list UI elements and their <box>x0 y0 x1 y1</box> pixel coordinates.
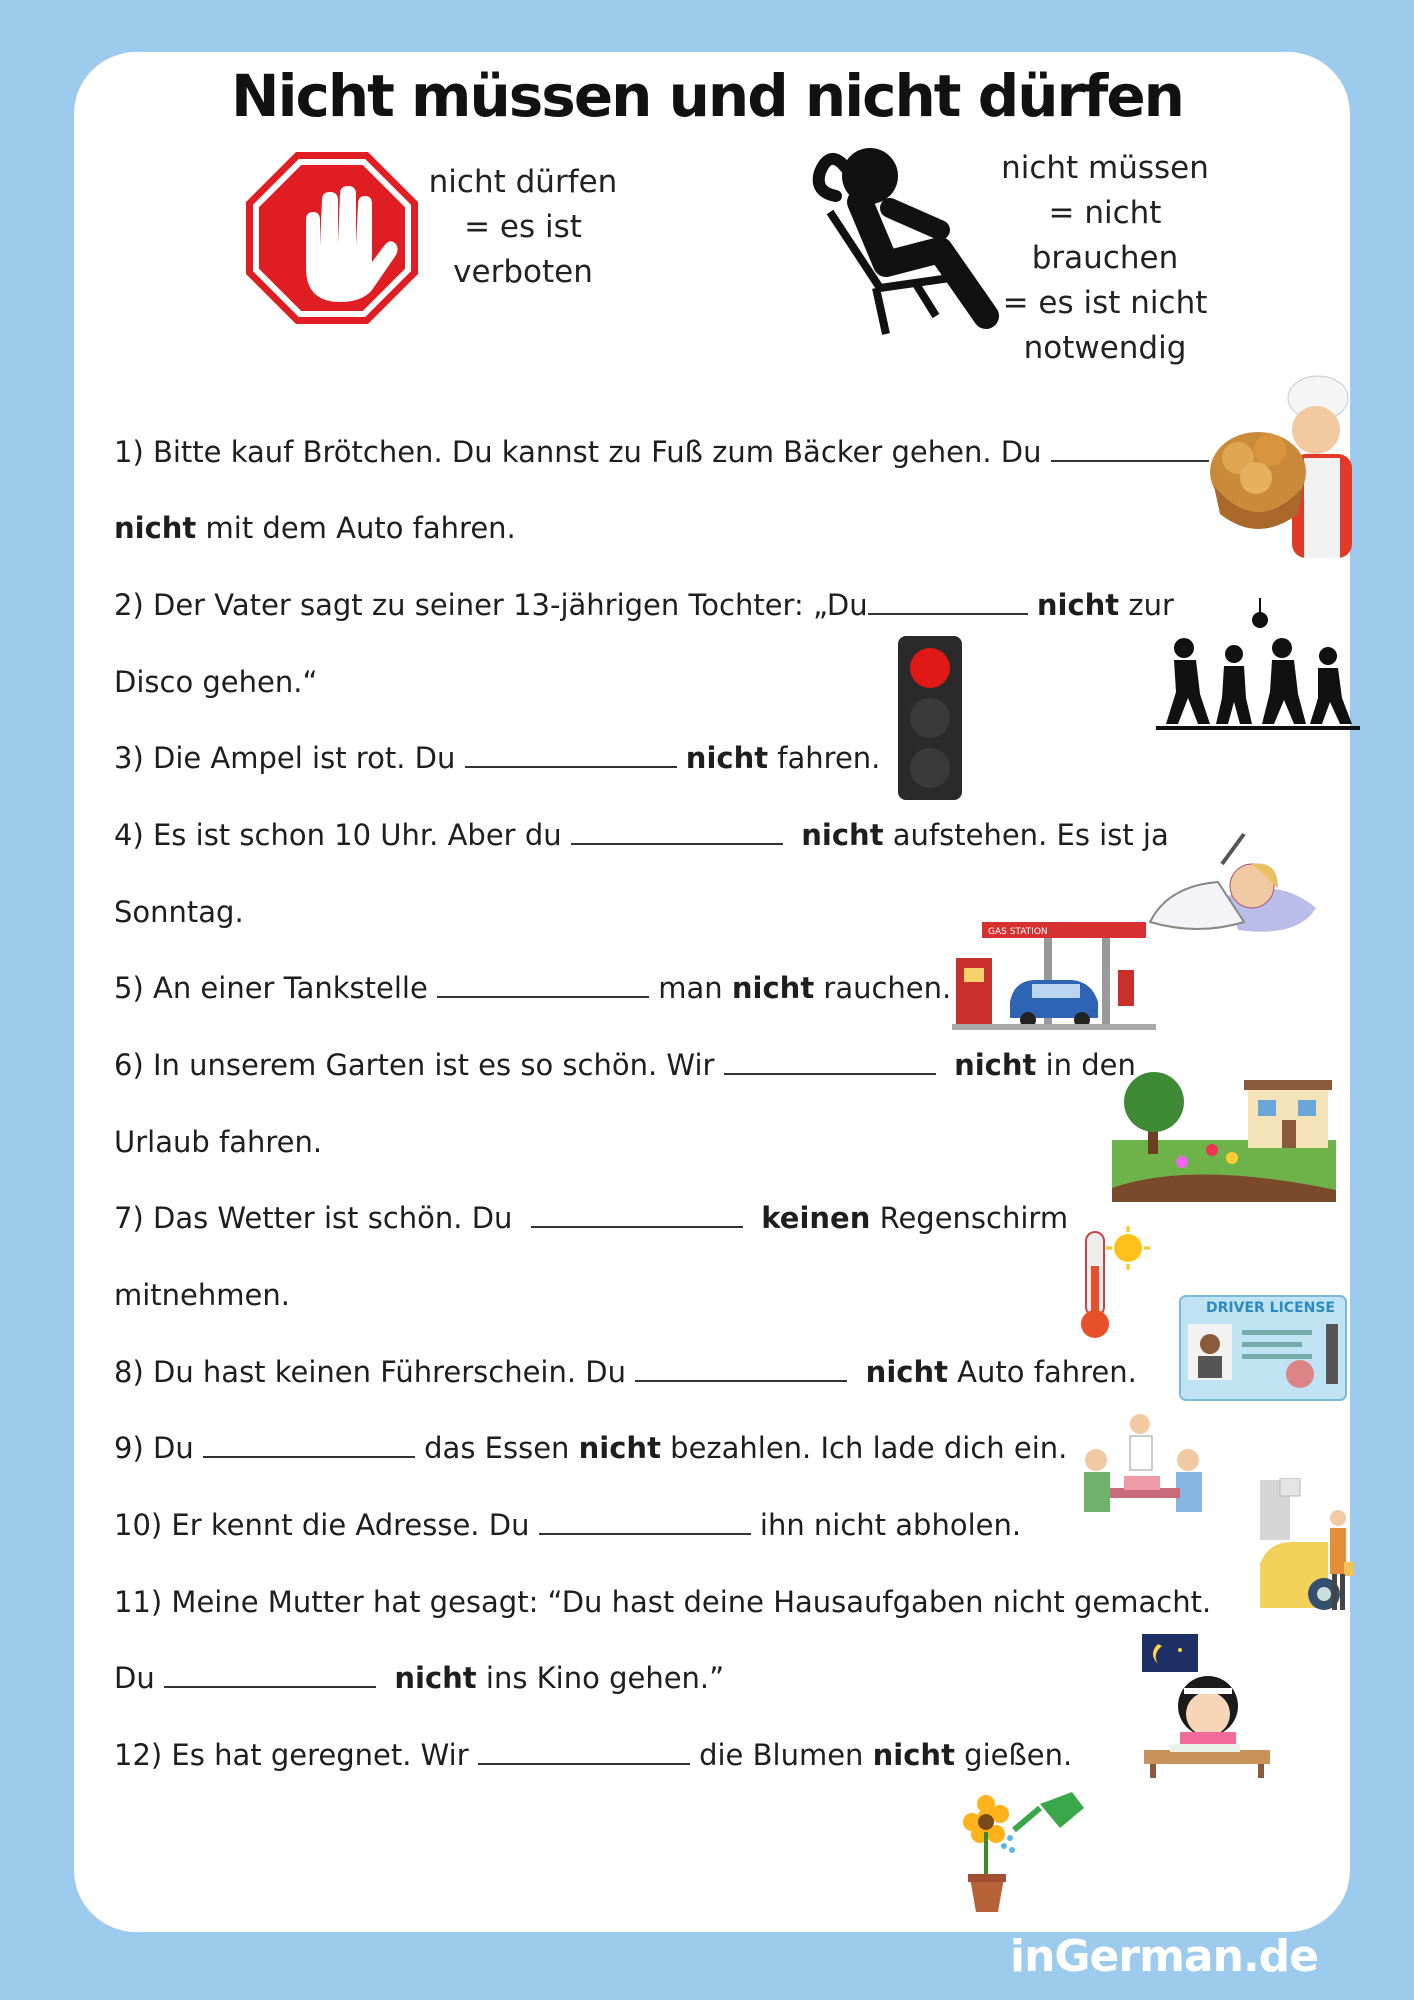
exercise-7: 7) Das Wetter ist schön. Du keinen Regenschirm <box>114 1201 1069 1235</box>
driver-license-icon <box>1178 1294 1348 1402</box>
garden-icon <box>1112 1070 1336 1202</box>
answer-blank[interactable] <box>478 1739 690 1765</box>
exercise-2-line2: Disco gehen.“ <box>114 665 318 699</box>
sleeping-person-icon <box>1148 826 1318 938</box>
homework-girl-icon <box>1140 1632 1274 1780</box>
exercise-11-line2: Du nicht ins Kino gehen.” <box>114 1661 725 1695</box>
gas-station-icon <box>952 918 1156 1030</box>
taxi-pickup-icon <box>1258 1478 1356 1614</box>
exercise-1: 1) Bitte kauf Brötchen. Du kannst zu Fuß zum Bäcker gehen. Du <box>114 432 1209 472</box>
page-title: Nicht müssen und nicht dürfen <box>231 62 1183 130</box>
dancers-icon <box>1156 598 1360 732</box>
definition-nicht-duerfen: nicht dürfen = es ist verboten <box>428 164 618 290</box>
stop-hand-icon <box>244 150 420 326</box>
exercise-6-line2: Urlaub fahren. <box>114 1125 323 1159</box>
exercise-7-line2: mitnehmen. <box>114 1278 290 1312</box>
answer-blank[interactable] <box>724 1049 936 1075</box>
exercise-11: 11) Meine Mutter hat gesagt: “Du hast deine Hausaufgaben nicht gemacht. <box>114 1585 1212 1619</box>
footer-brand: inGerman.de <box>1010 1931 1318 1982</box>
exercise-12: 12) Es hat geregnet. Wir die Blumen nicht gießen. <box>114 1738 1073 1772</box>
exercise-2: 2) Der Vater sagt zu seiner 13-jährigen Tochter: „Du nicht zur <box>114 588 1174 622</box>
answer-blank[interactable] <box>531 1202 743 1228</box>
answer-blank[interactable] <box>539 1509 751 1535</box>
answer-blank[interactable] <box>203 1432 415 1458</box>
exercise-4-line2: Sonntag. <box>114 895 244 929</box>
exercise-10: 10) Er kennt die Adresse. Du ihn nicht abholen. <box>114 1508 1022 1542</box>
answer-blank[interactable] <box>1051 436 1209 462</box>
exercise-1-line2: nicht mit dem Auto fahren. <box>114 511 516 545</box>
answer-blank[interactable] <box>571 819 783 845</box>
flower-watering-can-icon <box>960 1784 1092 1914</box>
answer-blank[interactable] <box>164 1662 376 1688</box>
exercise-8: 8) Du hast keinen Führerschein. Du nicht Auto fahren. <box>114 1355 1137 1389</box>
exercise-6: 6) In unserem Garten ist es so schön. Wir nicht in den <box>114 1048 1136 1082</box>
answer-blank[interactable] <box>465 742 677 768</box>
answer-blank[interactable] <box>868 589 1028 615</box>
license-header: DRIVER LICENSE <box>1206 1300 1335 1316</box>
answer-blank[interactable] <box>437 972 649 998</box>
thermometer-sun-icon <box>1076 1226 1150 1342</box>
definition-nicht-muessen: nicht müssen = nicht brauchen = es ist nicht notwendig <box>1001 150 1209 366</box>
exercise-4: 4) Es ist schon 10 Uhr. Aber du nicht aufstehen. Es ist ja <box>114 818 1169 852</box>
traffic-light-icon <box>896 634 964 802</box>
exercise-9: 9) Du das Essen nicht bezahlen. Ich lade dich ein. <box>114 1431 1068 1465</box>
baker-icon <box>1208 368 1360 560</box>
exercise-3: 3) Die Ampel ist rot. Du nicht fahren. <box>114 741 881 775</box>
friends-restaurant-icon <box>1074 1410 1212 1526</box>
relaxing-person-icon <box>790 138 1010 338</box>
exercise-5: 5) An einer Tankstelle man nicht rauchen. <box>114 971 952 1005</box>
answer-blank[interactable] <box>635 1356 847 1382</box>
gas-station-sign: GAS STATION <box>988 927 1048 937</box>
